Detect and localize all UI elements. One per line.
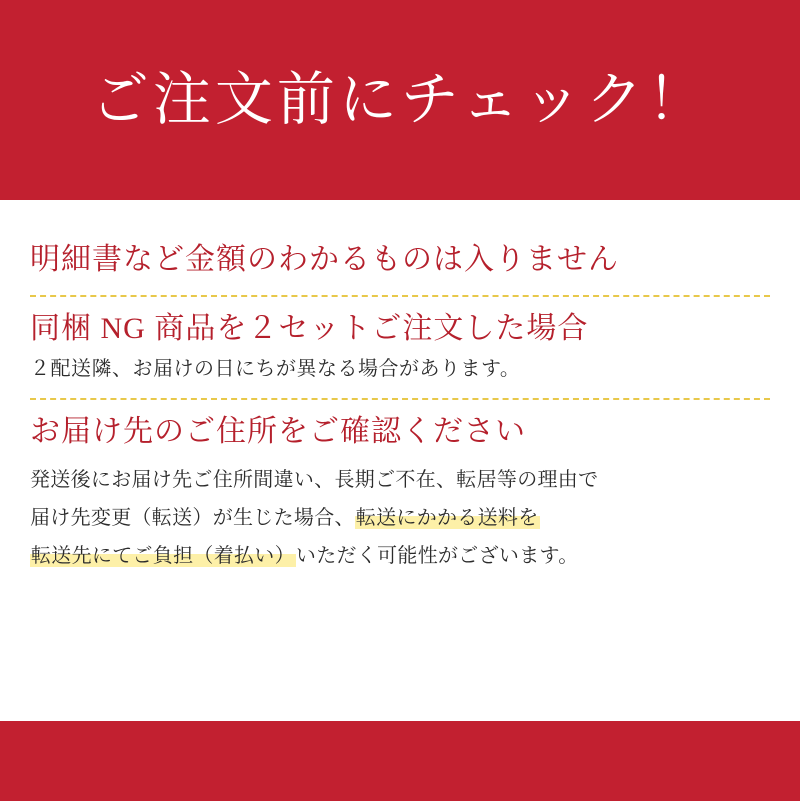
notice-section-2	[30, 309, 770, 385]
footer-banner	[0, 721, 800, 801]
notice-section-3	[30, 412, 770, 575]
notice-content	[0, 200, 800, 721]
section-3-heading: お届け先のご住所をご確認ください	[30, 415, 526, 448]
section-3-line-1	[30, 461, 770, 499]
divider-2	[30, 398, 770, 400]
section-3-line-1-text: 発送後にお届け先ご住所間違い、長期ご不在、転居等の理由で	[30, 468, 599, 491]
notice-section-1	[30, 240, 770, 281]
section-1-heading: 明細書など金額のわかるものは入りません	[30, 243, 619, 276]
section-3-line-2	[30, 499, 770, 537]
section-3-line-3-highlight: 転送先にてご負担（着払い）	[31, 544, 295, 567]
divider-1	[30, 295, 770, 297]
header-banner	[0, 0, 800, 200]
page-title: ご注文前にチェック！	[90, 67, 710, 132]
section-3-line-3	[30, 537, 770, 575]
section-2-subtext: ２配送隣、お届けの日にちが異なる場合があります。	[30, 358, 521, 380]
section-3-line-3-tail: いただく可能性がございます。	[295, 544, 579, 567]
section-2-heading: 同梱 NG 商品を２セットご注文した場合	[30, 311, 589, 345]
section-3-line-2-highlight: 転送にかかる送料を	[355, 506, 539, 529]
section-3-line-2-text: 届け先変更（転送）が生じた場合、	[30, 506, 355, 529]
